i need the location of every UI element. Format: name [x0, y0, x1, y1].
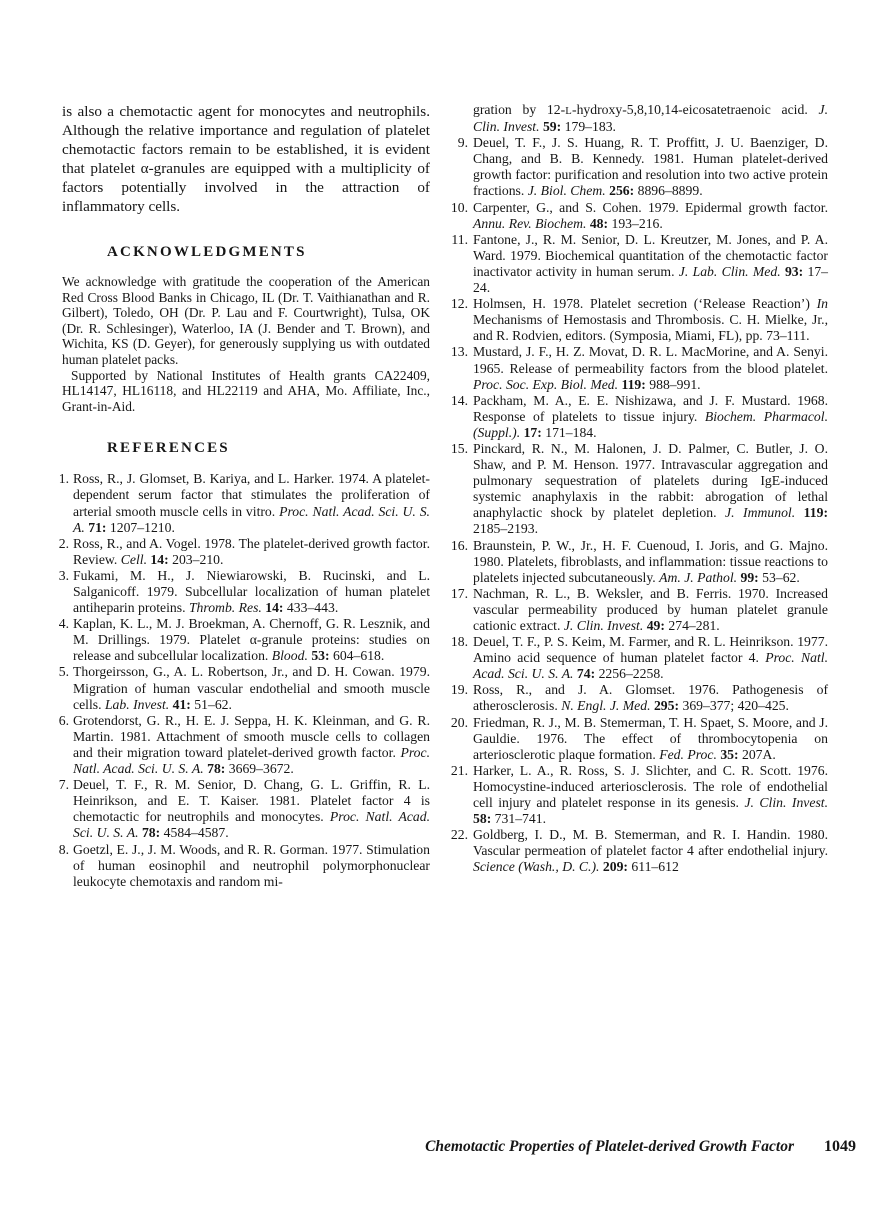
- left-column: [58, 102, 430, 890]
- journal-name: J. Clin. Invest.: [563, 618, 644, 633]
- reference-text: Packham, M. A., E. E. Nishizawa, and J. F. Mustard. 1968. Response of platelets to tissue injury. Biochem. Pharmacol. (Suppl.). 17: 171–184.: [473, 392, 828, 440]
- reference-text: Ross, R., and J. A. Glomset. 1976. Pathogenesis of atherosclerosis. N. Engl. J. Med. 295: 369–377; 420–425.: [473, 682, 828, 714]
- journal-name: J. Biol. Chem.: [527, 183, 606, 199]
- journal-name: Fed. Proc.: [659, 746, 717, 762]
- journal-name: Lab. Invest.: [104, 696, 170, 712]
- references-list-right: [445, 135, 828, 875]
- reference-text: Deuel, T. F., P. S. Keim, M. Farmer, and R. L. Heinrikson. 1977. Amino acid sequence of human platelet factor 4. Proc. Natl. Acad. Sci. U. S. A. 74: 2256–2258.: [473, 634, 828, 682]
- reference-text: Deuel, T. F., J. S. Huang, R. T. Proffitt, J. U. Baenziger, D. Chang, and B. B. Kennedy. 1981. Human platelet-derived growth factor: purification and resolution into two active protein fractions. J. Biol. Chem. 256: 8896–8899.: [473, 135, 828, 199]
- volume-number: 53:: [311, 648, 330, 664]
- reference-number: 12.: [450, 296, 468, 312]
- reference-number: 17.: [450, 585, 468, 601]
- reference-item-4: [53, 616, 430, 664]
- reference-number: 3.: [58, 567, 69, 583]
- reference-number: 9.: [457, 135, 468, 151]
- volume-number: 78:: [141, 825, 161, 841]
- journal-name: Proc. Soc. Exp. Biol. Med.: [473, 376, 619, 392]
- reference-text: Braunstein, P. W., Jr., H. F. Cuenoud, I. Joris, and G. Majno. 1980. Platelets, fibroblasts, and inflammation: tissue reactions to platelets injected subcutaneously. Am. J. Pathol. 99: 53–62.: [473, 537, 828, 585]
- reference-text: Carpenter, G., and S. Cohen. 1979. Epidermal growth factor. Annu. Rev. Biochem. 48: 193–216.: [473, 199, 828, 231]
- reference-item-8: [53, 842, 430, 890]
- reference-number: 14.: [450, 392, 468, 408]
- volume-number: 256:: [609, 183, 635, 199]
- reference-number: 1.: [58, 471, 69, 487]
- journal-name: In: [816, 296, 828, 312]
- reference-number: 16.: [450, 537, 468, 553]
- journal-name: Am. J. Pathol.: [659, 569, 738, 585]
- journal-name: Biochem. Pharmacol. (Suppl.).: [473, 408, 828, 440]
- journal-name: J. Clin. Invest.: [473, 102, 828, 135]
- reference-item-3: [53, 568, 430, 616]
- reference-number: 21.: [450, 762, 468, 778]
- reference-item-16: [445, 538, 828, 586]
- journal-name: J. Immunol.: [725, 505, 796, 521]
- reference-number: 19.: [450, 682, 468, 698]
- acknowledgments-paragraph-1: We acknowledge with gratitude the cooperation of the American Red Cross Blood Banks in Chicago, IL (Dr. T. Vaithianathan and R. Gilbert), Toledo, OH (Dr. P. Lau and F. Courtwright), Tulsa, OK (Dr. R. Schlesinger), Waterloo, IA (J. Bender and T. Brown), and Wichita, KS (D. Geyer), for generously supplying us with outdated human platelet packs.: [62, 274, 430, 367]
- journal-name: Annu. Rev. Biochem.: [473, 215, 587, 231]
- reference-number: 11.: [451, 231, 468, 247]
- reference-text: Deuel, T. F., R. M. Senior, D. Chang, G. L. Griffin, R. L. Heinrikson, and E. T. Kaiser. 1981. Platelet factor 4 is chemotactic for neutrophils and monocytes. Proc. Natl. Acad. Sci. U. S. A. 78: 4584–4587.: [73, 777, 430, 841]
- volume-number: 49:: [646, 618, 665, 633]
- reference-text: Pinckard, R. N., M. Halonen, J. D. Palmer, C. Butler, J. O. Shaw, and P. M. Henson. 1977. Intravascular aggregation and pulmonary sequestration of platelets during IgE-induced systemic anaphylaxis in the rabbit: abrogation of lethal anaphylactic shock by platelet depletion. J. Immunol. 119: 2185–2193.: [473, 440, 829, 537]
- journal-name: Proc. Natl. Acad. Sci. U. S. A.: [73, 809, 430, 841]
- reference-text: Ross, R., and A. Vogel. 1978. The platelet-derived growth factor. Review. Cell. 14: 203–210.: [73, 535, 430, 567]
- reference-text: Goldberg, I. D., M. B. Stemerman, and R. I. Handin. 1980. Vascular permeation of platelet factor 4 after endothelial injury. Science (Wash., D. C.). 209: 611–612: [473, 827, 828, 875]
- reference-number: 6.: [58, 712, 69, 728]
- reference-text: Friedman, R. J., M. B. Stemerman, T. H. Spaet, S. Moore, and J. Gauldie. 1976. The effect of thrombocytopenia on arteriosclerotic plaque formation. Fed. Proc. 35: 207A.: [473, 714, 828, 762]
- volume-number: 35:: [720, 746, 739, 762]
- reference-text: Grotendorst, G. R., H. E. J. Seppa, H. K. Kleinman, and G. R. Martin. 1981. Attachment of smooth muscle cells to collagen and their migration toward platelet-derived growth factor. Proc. Natl. Acad. Sci. U. S. A. 78: 3669–3672.: [73, 712, 430, 777]
- reference-number: 8.: [58, 841, 69, 857]
- reference-text: Fukami, M. H., J. Niewiarowski, B. Rucinski, and L. Salganicoff. 1979. Subcellular localization of human platelet antiheparin proteins. Thromb. Res. 14: 433–443.: [73, 567, 430, 616]
- reference-item-21: [445, 763, 828, 827]
- journal-name: Proc. Natl. Acad. Sci. U. S. A.: [473, 650, 828, 682]
- reference-item-11: [445, 232, 828, 296]
- journal-name: Cell.: [120, 551, 147, 567]
- reference-text: Goetzl, E. J., J. M. Woods, and R. R. Gorman. 1977. Stimulation of human eosinophil and neutrophil polymorphonuclear leukocyte chemotaxis and random mi-: [73, 841, 430, 889]
- reference-item-13: [445, 344, 828, 392]
- volume-number: 48:: [589, 215, 609, 231]
- reference-item-1: [53, 471, 430, 535]
- reference-item-7: [53, 777, 430, 841]
- reference-text: Fantone, J., R. M. Senior, D. L. Kreutzer, M. Jones, and P. A. Ward. 1979. Biochemical quantitation of the chemotactic factor inactivator activity in human serum. J. Lab. Clin. Med. 93: 17–24.: [473, 231, 829, 296]
- page-number: 1049: [824, 1138, 856, 1155]
- reference-item-12: [445, 296, 828, 344]
- acknowledgments-paragraph-2: Supported by National Institutes of Health grants CA22409, HL14147, HL16118, and HL22119 and AHA, Mo. Affiliate, Inc., Grant-in-Aid.: [62, 367, 430, 414]
- reference-item-20: [445, 715, 828, 763]
- reference-number: 15.: [450, 440, 468, 456]
- small-caps-text: L: [565, 105, 573, 117]
- reference-item-17: [445, 586, 828, 634]
- intro-paragraph: is also a chemotactic agent for monocytes and neutrophils. Although the relative importance and regulation of platelet chemotactic factors remain to be established, it is evident that platelet α-granules are equipped with a multiplicity of factors potentially involved in the attraction of inflammatory cells.: [62, 103, 430, 215]
- journal-name: J. Lab. Clin. Med.: [678, 263, 781, 279]
- reference-text: Thorgeirsson, G., A. L. Robertson, Jr., and D. H. Cowan. 1979. Migration of human vascular endothelial and smooth muscle cells. Lab. Invest. 41: 51–62.: [73, 664, 430, 712]
- volume-number: 295:: [653, 698, 680, 714]
- volume-number: 119:: [621, 376, 646, 392]
- journal-name: Proc. Natl. Acad. Sci. U. S. A.: [73, 744, 430, 777]
- reference-text: Kaplan, K. L., M. J. Broekman, A. Chernoff, G. R. Lesznik, and M. Drillings. 1979. Platelet α-granule proteins: studies on release and subcellular localization. Blood. 53: 604–618.: [73, 616, 430, 664]
- volume-number: 58:: [473, 811, 492, 827]
- reference-text: Nachman, R. L., B. Weksler, and B. Ferris. 1970. Increased vascular permeability produced by human platelet granule cationic extract. J. Clin. Invest. 49: 274–281.: [473, 585, 828, 633]
- volume-number: 14:: [265, 600, 284, 616]
- volume-number: 41:: [172, 696, 191, 712]
- reference-number: 22.: [450, 827, 468, 843]
- journal-name: Blood.: [271, 648, 308, 664]
- reference-item-2: [53, 536, 430, 568]
- page-footer: [425, 1138, 856, 1156]
- journal-name: Proc. Natl. Acad. Sci. U. S. A.: [73, 503, 430, 535]
- volume-number: 14:: [150, 551, 169, 567]
- reference-item-18: [445, 634, 828, 682]
- journal-name: Science (Wash., D. C.).: [473, 859, 600, 875]
- reference-item-22: [445, 827, 828, 875]
- references-list-left: [53, 471, 430, 889]
- reference-number: 4.: [58, 616, 69, 632]
- reference-item-10: [445, 200, 828, 232]
- volume-number: 17:: [523, 424, 542, 440]
- volume-number: 74:: [576, 666, 596, 682]
- reference-number: 10.: [450, 199, 468, 215]
- reference-item-6: [53, 713, 430, 777]
- volume-number: 78:: [207, 761, 226, 777]
- reference-text: Harker, L. A., R. Ross, S. J. Slichter, and C. R. Scott. 1976. Homocystine-induced arteriosclerosis. The role of endothelial cell injury and platelet response in its genesis. J. Clin. Invest. 58: 731–741.: [473, 762, 828, 827]
- volume-number: 99:: [740, 569, 759, 585]
- reference-number: 20.: [450, 714, 468, 730]
- reference-item-19: [445, 682, 828, 714]
- journal-name: N. Engl. J. Med.: [561, 698, 651, 714]
- journal-name: Thromb. Res.: [188, 600, 262, 616]
- reference-item-5: [53, 664, 430, 712]
- reference-text: Ross, R., J. Glomset, B. Kariya, and L. Harker. 1974. A platelet-dependent serum factor that stimulates the proliferation of arterial smooth muscle cells in vitro. Proc. Natl. Acad. Sci. U. S. A. 71: 1207–1210.: [73, 471, 430, 535]
- reference-text: Mustard, J. F., H. Z. Movat, D. R. L. MacMorine, and A. Senyi. 1965. Release of permeability factors from the blood platelet. Proc. Soc. Exp. Biol. Med. 119: 988–991.: [473, 344, 828, 392]
- reference-item-14: [445, 393, 828, 441]
- volume-number: 93:: [784, 263, 804, 279]
- volume-number: 119:: [803, 505, 829, 521]
- acknowledgments-heading: ACKNOWLEDGMENTS: [107, 244, 307, 260]
- reference-text: Holmsen, H. 1978. Platelet secretion (‘Release Reaction’) In Mechanisms of Hemostasis and Thrombosis. C. H. Mielke, Jr., and R. Rodvien, editors. (Symposia, Miami, FL), pp. 73–111.: [473, 296, 828, 344]
- reference-number: 2.: [58, 535, 69, 551]
- references-heading: REFERENCES: [107, 440, 230, 457]
- reference-item-9: [445, 135, 828, 199]
- right-column: [445, 102, 828, 876]
- running-title: Chemotactic Properties of Platelet-derived Growth Factor: [425, 1138, 794, 1155]
- volume-number: 59:: [542, 119, 562, 135]
- journal-name: J. Clin. Invest.: [744, 795, 828, 811]
- reference-number: 18.: [450, 634, 468, 650]
- reference-number: 7.: [58, 777, 69, 793]
- reference-number: 5.: [58, 664, 69, 680]
- reference-number: 13.: [450, 344, 468, 360]
- reference-item-15: [445, 441, 828, 538]
- volume-number: 209:: [602, 859, 628, 875]
- volume-number: 71:: [88, 519, 107, 535]
- reference-8-continuation: gration by 12-L-hydroxy-5,8,10,14-eicosatetraenoic acid. J. Clin. Invest. 59: 179–183.: [473, 102, 828, 135]
